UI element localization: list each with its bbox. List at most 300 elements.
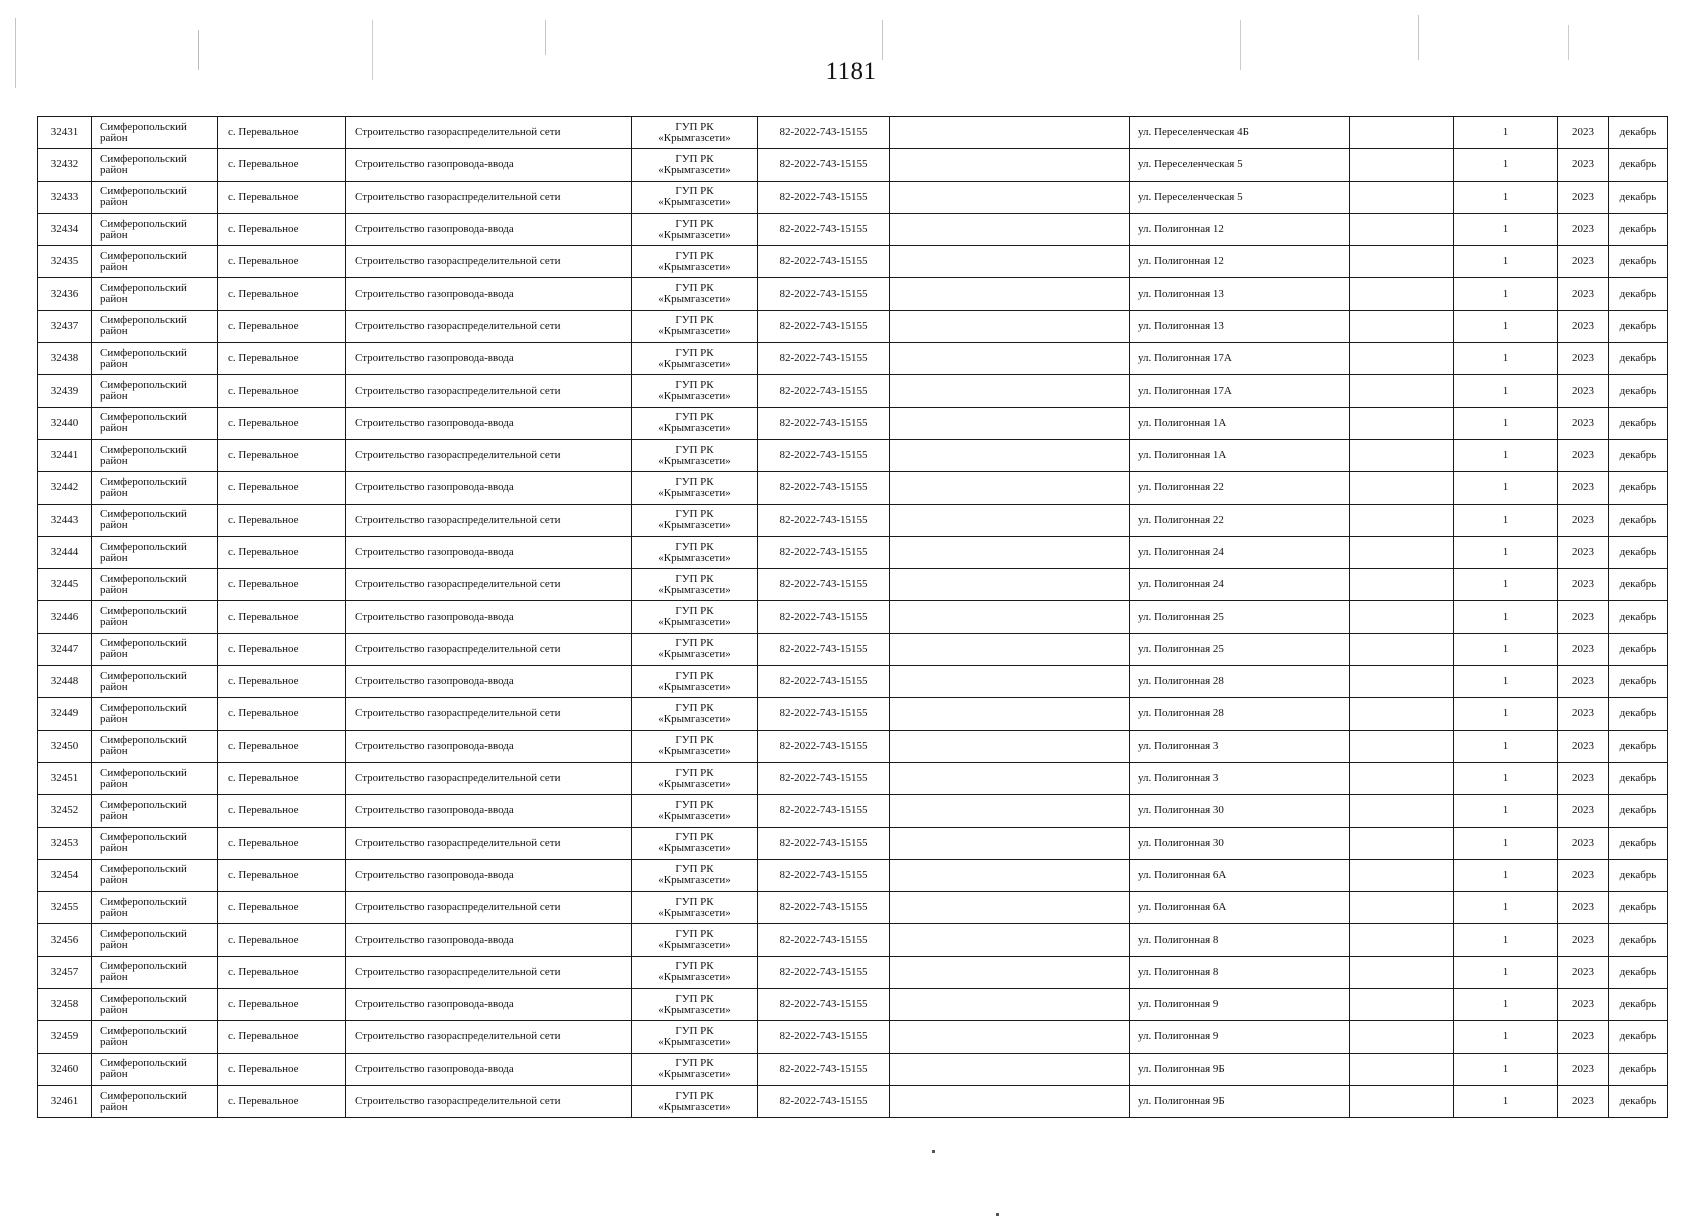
cell-quantity: 1	[1454, 407, 1558, 439]
cell-blank	[890, 213, 1130, 245]
cell-address: ул. Полигонная 3	[1130, 762, 1350, 794]
cell-blank	[1350, 343, 1454, 375]
cell-work-type: Строительство газопровода-ввода	[346, 924, 632, 956]
table-row	[38, 536, 1668, 568]
cell-work-type: Строительство газопровода-ввода	[346, 278, 632, 310]
cell-district: Симферопольский район	[92, 181, 218, 213]
cell-blank	[1350, 698, 1454, 730]
cell-work-type: Строительство газопровода-ввода	[346, 795, 632, 827]
cell-settlement: с. Перевальное	[218, 407, 346, 439]
cell-settlement: с. Перевальное	[218, 730, 346, 762]
cell-work-type: Строительство газопровода-ввода	[346, 1053, 632, 1085]
table-row	[38, 730, 1668, 762]
table-row	[38, 569, 1668, 601]
cell-year: 2023	[1558, 762, 1609, 794]
org-line: ГУП РК	[675, 217, 714, 230]
cell-settlement: с. Перевальное	[218, 1021, 346, 1053]
cell-district: Симферопольский район	[92, 213, 218, 245]
cell-district: Симферопольский район	[92, 149, 218, 181]
cell-address: ул. Полигонная 25	[1130, 601, 1350, 633]
cell-blank	[1350, 1085, 1454, 1117]
cell-settlement: с. Перевальное	[218, 343, 346, 375]
table-row	[38, 246, 1668, 278]
cell-work-type: Строительство газопровода-ввода	[346, 730, 632, 762]
cell-blank	[890, 343, 1130, 375]
org-line: ГУП РК	[675, 379, 714, 392]
cell-number: 32437	[38, 310, 92, 342]
table-row	[38, 375, 1668, 407]
cell-code: 82-2022-743-15155	[758, 989, 890, 1021]
cell-code: 82-2022-743-15155	[758, 1053, 890, 1085]
cell-quantity: 1	[1454, 117, 1558, 149]
cell-number: 32438	[38, 343, 92, 375]
cell-quantity: 1	[1454, 859, 1558, 891]
org-line: «Крымгазсети»	[658, 971, 731, 984]
cell-number: 32450	[38, 730, 92, 762]
cell-quantity: 1	[1454, 439, 1558, 471]
cell-quantity: 1	[1454, 569, 1558, 601]
cell-year: 2023	[1558, 1053, 1609, 1085]
cell-work-type: Строительство газопровода-ввода	[346, 407, 632, 439]
cell-quantity: 1	[1454, 375, 1558, 407]
cell-blank	[1350, 730, 1454, 762]
cell-organization	[632, 213, 758, 245]
org-line: «Крымгазсети»	[658, 939, 731, 952]
cell-blank	[1350, 310, 1454, 342]
org-line: ГУП РК	[675, 508, 714, 521]
cell-work-type: Строительство газопровода-ввода	[346, 213, 632, 245]
cell-number: 32457	[38, 956, 92, 988]
org-line: ГУП РК	[675, 960, 714, 973]
cell-number: 32434	[38, 213, 92, 245]
cell-blank	[890, 859, 1130, 891]
table-row	[38, 989, 1668, 1021]
cell-district: Симферопольский район	[92, 1085, 218, 1117]
cell-district: Симферопольский район	[92, 859, 218, 891]
cell-number: 32449	[38, 698, 92, 730]
cell-settlement: с. Перевальное	[218, 762, 346, 794]
cell-month: декабрь	[1609, 956, 1668, 988]
cell-month: декабрь	[1609, 278, 1668, 310]
cell-number: 32456	[38, 924, 92, 956]
cell-month: декабрь	[1609, 407, 1668, 439]
cell-quantity: 1	[1454, 343, 1558, 375]
cell-blank	[890, 310, 1130, 342]
cell-address: ул. Переселенческая 5	[1130, 149, 1350, 181]
org-line: ГУП РК	[675, 992, 714, 1005]
cell-blank	[890, 1053, 1130, 1085]
cell-district: Симферопольский район	[92, 343, 218, 375]
cell-address: ул. Переселенческая 5	[1130, 181, 1350, 213]
cell-blank	[1350, 666, 1454, 698]
cell-number: 32445	[38, 569, 92, 601]
cell-blank	[1350, 278, 1454, 310]
cell-code: 82-2022-743-15155	[758, 1021, 890, 1053]
cell-year: 2023	[1558, 1085, 1609, 1117]
table-row	[38, 666, 1668, 698]
cell-blank	[890, 698, 1130, 730]
cell-work-type: Строительство газораспределительной сети	[346, 504, 632, 536]
org-line: ГУП РК	[675, 152, 714, 165]
table-row	[38, 439, 1668, 471]
cell-district: Симферопольский район	[92, 1021, 218, 1053]
cell-district: Симферопольский район	[92, 407, 218, 439]
cell-code: 82-2022-743-15155	[758, 698, 890, 730]
org-line: «Крымгазсети»	[658, 131, 731, 144]
table-row	[38, 698, 1668, 730]
cell-blank	[1350, 859, 1454, 891]
org-line: «Крымгазсети»	[658, 422, 731, 435]
org-line: ГУП РК	[675, 928, 714, 941]
org-line: ГУП РК	[675, 314, 714, 327]
cell-code: 82-2022-743-15155	[758, 181, 890, 213]
cell-quantity: 1	[1454, 762, 1558, 794]
cell-quantity: 1	[1454, 1021, 1558, 1053]
cell-blank	[1350, 762, 1454, 794]
cell-blank	[1350, 149, 1454, 181]
cell-organization	[632, 1021, 758, 1053]
cell-number: 32446	[38, 601, 92, 633]
cell-month: декабрь	[1609, 827, 1668, 859]
cell-code: 82-2022-743-15155	[758, 859, 890, 891]
cell-year: 2023	[1558, 569, 1609, 601]
cell-blank	[1350, 989, 1454, 1021]
cell-blank	[890, 762, 1130, 794]
cell-organization	[632, 375, 758, 407]
cell-quantity: 1	[1454, 278, 1558, 310]
cell-settlement: с. Перевальное	[218, 278, 346, 310]
cell-code: 82-2022-743-15155	[758, 472, 890, 504]
cell-number: 32459	[38, 1021, 92, 1053]
cell-code: 82-2022-743-15155	[758, 504, 890, 536]
cell-district: Симферопольский район	[92, 536, 218, 568]
cell-code: 82-2022-743-15155	[758, 1085, 890, 1117]
org-line: ГУП РК	[675, 1024, 714, 1037]
cell-month: декабрь	[1609, 149, 1668, 181]
cell-code: 82-2022-743-15155	[758, 924, 890, 956]
cell-number: 32460	[38, 1053, 92, 1085]
org-line: ГУП РК	[675, 572, 714, 585]
register-table	[37, 116, 1668, 1118]
cell-work-type: Строительство газораспределительной сети	[346, 375, 632, 407]
cell-code: 82-2022-743-15155	[758, 213, 890, 245]
table-row	[38, 956, 1668, 988]
cell-number: 32442	[38, 472, 92, 504]
cell-work-type: Строительство газораспределительной сети	[346, 698, 632, 730]
cell-blank	[890, 536, 1130, 568]
cell-district: Симферопольский район	[92, 246, 218, 278]
cell-month: декабрь	[1609, 1085, 1668, 1117]
cell-number: 32435	[38, 246, 92, 278]
cell-month: декабрь	[1609, 989, 1668, 1021]
cell-blank	[1350, 956, 1454, 988]
cell-address: ул. Полигонная 1А	[1130, 439, 1350, 471]
cell-blank	[890, 892, 1130, 924]
cell-work-type: Строительство газопровода-ввода	[346, 343, 632, 375]
org-line: «Крымгазсети»	[658, 357, 731, 370]
cell-year: 2023	[1558, 924, 1609, 956]
cell-year: 2023	[1558, 989, 1609, 1021]
cell-settlement: с. Перевальное	[218, 956, 346, 988]
org-line: ГУП РК	[675, 185, 714, 198]
org-line: ГУП РК	[675, 411, 714, 424]
cell-month: декабрь	[1609, 892, 1668, 924]
org-line: «Крымгазсети»	[658, 680, 731, 693]
cell-number: 32454	[38, 859, 92, 891]
cell-month: декабрь	[1609, 859, 1668, 891]
cell-blank	[1350, 181, 1454, 213]
cell-number: 32461	[38, 1085, 92, 1117]
org-line: «Крымгазсети»	[658, 1068, 731, 1081]
org-line: ГУП РК	[675, 734, 714, 747]
cell-organization	[632, 666, 758, 698]
cell-code: 82-2022-743-15155	[758, 892, 890, 924]
org-line: «Крымгазсети»	[658, 712, 731, 725]
table-row	[38, 795, 1668, 827]
cell-month: декабрь	[1609, 1053, 1668, 1085]
cell-month: декабрь	[1609, 666, 1668, 698]
cell-quantity: 1	[1454, 795, 1558, 827]
cell-month: декабрь	[1609, 213, 1668, 245]
cell-number: 32448	[38, 666, 92, 698]
org-line: «Крымгазсети»	[658, 842, 731, 855]
cell-month: декабрь	[1609, 536, 1668, 568]
cell-district: Симферопольский район	[92, 375, 218, 407]
cell-district: Симферопольский район	[92, 1053, 218, 1085]
cell-code: 82-2022-743-15155	[758, 246, 890, 278]
cell-number: 32440	[38, 407, 92, 439]
org-line: ГУП РК	[675, 346, 714, 359]
cell-blank	[1350, 1053, 1454, 1085]
cell-quantity: 1	[1454, 149, 1558, 181]
cell-blank	[890, 730, 1130, 762]
cell-work-type: Строительство газораспределительной сети	[346, 181, 632, 213]
cell-blank	[890, 1021, 1130, 1053]
cell-organization	[632, 892, 758, 924]
cell-settlement: с. Перевальное	[218, 1085, 346, 1117]
table-row	[38, 859, 1668, 891]
cell-organization	[632, 633, 758, 665]
cell-settlement: с. Перевальное	[218, 633, 346, 665]
table-row	[38, 117, 1668, 149]
org-line: «Крымгазсети»	[658, 519, 731, 532]
org-line: ГУП РК	[675, 1089, 714, 1102]
cell-month: декабрь	[1609, 504, 1668, 536]
cell-settlement: с. Перевальное	[218, 472, 346, 504]
cell-address: ул. Полигонная 9Б	[1130, 1053, 1350, 1085]
cell-blank	[1350, 375, 1454, 407]
cell-code: 82-2022-743-15155	[758, 827, 890, 859]
cell-settlement: с. Перевальное	[218, 569, 346, 601]
org-line: «Крымгазсети»	[658, 906, 731, 919]
org-line: «Крымгазсети»	[658, 228, 731, 241]
cell-blank	[1350, 407, 1454, 439]
cell-year: 2023	[1558, 375, 1609, 407]
table-row	[38, 149, 1668, 181]
cell-blank	[890, 407, 1130, 439]
cell-code: 82-2022-743-15155	[758, 149, 890, 181]
cell-work-type: Строительство газораспределительной сети	[346, 439, 632, 471]
cell-month: декабрь	[1609, 569, 1668, 601]
cell-blank	[1350, 569, 1454, 601]
cell-district: Симферопольский район	[92, 892, 218, 924]
cell-code: 82-2022-743-15155	[758, 569, 890, 601]
cell-organization	[632, 1053, 758, 1085]
table-row	[38, 1021, 1668, 1053]
cell-organization	[632, 310, 758, 342]
cell-year: 2023	[1558, 472, 1609, 504]
cell-address: ул. Полигонная 3	[1130, 730, 1350, 762]
cell-year: 2023	[1558, 827, 1609, 859]
cell-organization	[632, 989, 758, 1021]
cell-address: ул. Полигонная 30	[1130, 827, 1350, 859]
cell-blank	[1350, 601, 1454, 633]
cell-code: 82-2022-743-15155	[758, 633, 890, 665]
cell-settlement: с. Перевальное	[218, 989, 346, 1021]
table-row	[38, 213, 1668, 245]
cell-district: Симферопольский район	[92, 730, 218, 762]
cell-blank	[1350, 892, 1454, 924]
cell-code: 82-2022-743-15155	[758, 730, 890, 762]
table-row	[38, 601, 1668, 633]
org-line: ГУП РК	[675, 249, 714, 262]
org-line: «Крымгазсети»	[658, 616, 731, 629]
cell-month: декабрь	[1609, 601, 1668, 633]
cell-address: ул. Переселенческая 4Б	[1130, 117, 1350, 149]
org-line: «Крымгазсети»	[658, 163, 731, 176]
cell-district: Симферопольский район	[92, 569, 218, 601]
cell-month: декабрь	[1609, 762, 1668, 794]
cell-work-type: Строительство газораспределительной сети	[346, 1085, 632, 1117]
org-line: ГУП РК	[675, 637, 714, 650]
cell-quantity: 1	[1454, 956, 1558, 988]
cell-organization	[632, 795, 758, 827]
org-line: «Крымгазсети»	[658, 325, 731, 338]
cell-quantity: 1	[1454, 213, 1558, 245]
cell-district: Симферопольский район	[92, 698, 218, 730]
cell-work-type: Строительство газораспределительной сети	[346, 310, 632, 342]
cell-address: ул. Полигонная 17А	[1130, 343, 1350, 375]
cell-organization	[632, 246, 758, 278]
cell-settlement: с. Перевальное	[218, 375, 346, 407]
cell-year: 2023	[1558, 439, 1609, 471]
cell-quantity: 1	[1454, 472, 1558, 504]
org-line: ГУП РК	[675, 895, 714, 908]
cell-work-type: Строительство газопровода-ввода	[346, 989, 632, 1021]
org-line: «Крымгазсети»	[658, 293, 731, 306]
org-line: ГУП РК	[675, 443, 714, 456]
cell-year: 2023	[1558, 795, 1609, 827]
cell-blank	[1350, 1021, 1454, 1053]
cell-organization	[632, 439, 758, 471]
cell-organization	[632, 859, 758, 891]
org-line: ГУП РК	[675, 540, 714, 553]
cell-number: 32447	[38, 633, 92, 665]
cell-address: ул. Полигонная 22	[1130, 504, 1350, 536]
cell-district: Симферопольский район	[92, 762, 218, 794]
cell-year: 2023	[1558, 246, 1609, 278]
org-line: ГУП РК	[675, 831, 714, 844]
cell-blank	[1350, 536, 1454, 568]
cell-code: 82-2022-743-15155	[758, 375, 890, 407]
cell-organization	[632, 472, 758, 504]
org-line: «Крымгазсети»	[658, 777, 731, 790]
cell-quantity: 1	[1454, 246, 1558, 278]
org-line: «Крымгазсети»	[658, 1100, 731, 1113]
org-line: «Крымгазсети»	[658, 1003, 731, 1016]
table-row	[38, 278, 1668, 310]
cell-blank	[890, 827, 1130, 859]
cell-quantity: 1	[1454, 666, 1558, 698]
cell-district: Симферопольский район	[92, 795, 218, 827]
cell-settlement: с. Перевальное	[218, 892, 346, 924]
cell-address: ул. Полигонная 25	[1130, 633, 1350, 665]
cell-blank	[890, 666, 1130, 698]
cell-code: 82-2022-743-15155	[758, 343, 890, 375]
cell-blank	[1350, 472, 1454, 504]
org-line: «Крымгазсети»	[658, 648, 731, 661]
cell-work-type: Строительство газопровода-ввода	[346, 472, 632, 504]
table-row	[38, 181, 1668, 213]
cell-month: декабрь	[1609, 795, 1668, 827]
cell-number: 32431	[38, 117, 92, 149]
org-line: ГУП РК	[675, 120, 714, 133]
cell-number: 32444	[38, 536, 92, 568]
cell-organization	[632, 1085, 758, 1117]
cell-organization	[632, 762, 758, 794]
cell-blank	[890, 504, 1130, 536]
org-line: «Крымгазсети»	[658, 260, 731, 273]
cell-settlement: с. Перевальное	[218, 117, 346, 149]
cell-year: 2023	[1558, 698, 1609, 730]
table-row	[38, 310, 1668, 342]
org-line: «Крымгазсети»	[658, 551, 731, 564]
cell-settlement: с. Перевальное	[218, 795, 346, 827]
cell-quantity: 1	[1454, 1085, 1558, 1117]
cell-blank	[1350, 795, 1454, 827]
cell-organization	[632, 569, 758, 601]
cell-blank	[890, 956, 1130, 988]
cell-month: декабрь	[1609, 375, 1668, 407]
cell-settlement: с. Перевальное	[218, 698, 346, 730]
cell-settlement: с. Перевальное	[218, 827, 346, 859]
cell-district: Симферопольский район	[92, 117, 218, 149]
cell-number: 32432	[38, 149, 92, 181]
cell-month: декабрь	[1609, 924, 1668, 956]
cell-work-type: Строительство газопровода-ввода	[346, 601, 632, 633]
cell-work-type: Строительство газораспределительной сети	[346, 827, 632, 859]
table-row	[38, 504, 1668, 536]
cell-month: декабрь	[1609, 117, 1668, 149]
cell-organization	[632, 278, 758, 310]
cell-month: декабрь	[1609, 472, 1668, 504]
cell-organization	[632, 601, 758, 633]
org-line: «Крымгазсети»	[658, 583, 731, 596]
cell-address: ул. Полигонная 22	[1130, 472, 1350, 504]
cell-month: декабрь	[1609, 343, 1668, 375]
cell-work-type: Строительство газопровода-ввода	[346, 666, 632, 698]
cell-organization	[632, 536, 758, 568]
org-line: ГУП РК	[675, 1057, 714, 1070]
cell-work-type: Строительство газораспределительной сети	[346, 569, 632, 601]
cell-settlement: с. Перевальное	[218, 213, 346, 245]
table-row	[38, 407, 1668, 439]
cell-address: ул. Полигонная 6А	[1130, 892, 1350, 924]
cell-address: ул. Полигонная 12	[1130, 246, 1350, 278]
cell-settlement: с. Перевальное	[218, 601, 346, 633]
cell-quantity: 1	[1454, 181, 1558, 213]
cell-work-type: Строительство газопровода-ввода	[346, 859, 632, 891]
